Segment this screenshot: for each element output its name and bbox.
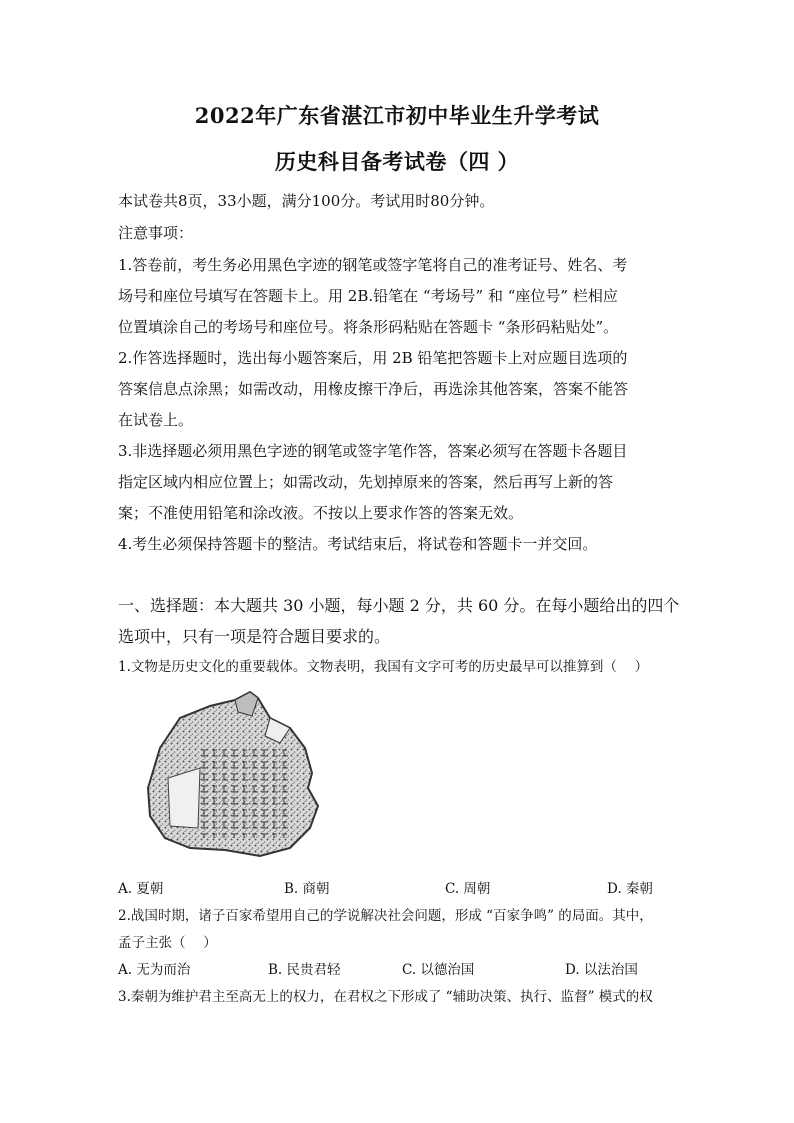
question-1-stem: 1.文物是历史文化的重要载体。文物表明，我国有文字可考的历史最早可以推算到（ ） [118,659,649,675]
exam-title: 2022年广东省湛江市初中毕业生升学考试 [194,103,600,128]
notice-line: 场号和座位号填写在答题卡上。用 2B.铅笔在 “考场号” 和 “座位号” 栏相应 [118,287,618,305]
notice-line: 2.作答选择题时，选出每小题答案后，用 2B 铅笔把答题卡上对应题目选项的 [118,349,628,367]
notice-line: 答案信息点涂黑；如需改动，用橡皮擦干净后，再选涂其他答案，答案不能答 [118,380,629,398]
notice-line: 案；不准使用铅笔和涂改液。不按以上要求作答的答案无效。 [118,504,524,522]
q1-option-d[interactable]: D. 秦朝 [607,881,653,897]
q1-option-b[interactable]: B. 商朝 [284,881,330,897]
question-2-stem: 孟子主张（ ） [118,935,217,951]
notice-heading: 注意事项： [118,224,194,242]
exam-summary: 本试卷共8页，33小题，满分100分。考试用时80分钟。 [118,192,495,210]
q2-option-d[interactable]: D. 以法治国 [565,962,638,978]
section-heading: 一、选择题：本大题共 30 小题，每小题 2 分，共 60 分。在每小题给出的四个 [118,596,680,615]
exam-subtitle: 历史科目备考试卷（四 ） [274,149,520,174]
question-2-stem: 2.战国时期，诸子百家希望用自己的学说解决社会问题，形成 “百家争鸣” 的局面。其中， [118,908,653,924]
q1-option-a[interactable]: A. 夏朝 [118,881,164,897]
notice-line: 位置填涂自己的考场号和座位号。将条形码粘贴在答题卡 “条形码粘贴处”。 [118,318,619,336]
q2-option-a[interactable]: A. 无为而治 [118,962,191,978]
notice-line: 1.答卷前，考生务必用黑色字迹的钢笔或签字笔将自己的准考证号、姓名、考 [118,256,628,274]
q1-option-c[interactable]: C. 周朝 [445,881,491,897]
section-heading: 选项中，只有一项是符合题目要求的。 [118,627,391,646]
q2-option-b[interactable]: B. 民贵君轻 [268,962,341,978]
notice-line: 在试卷上。 [118,411,194,429]
oracle-bone-artifact-icon [140,688,330,858]
notice-line: 指定区域内相应位置上；如需改动，先划掉原来的答案，然后再写上新的答 [118,473,614,491]
question-3-stem: 3.秦朝为维护君主至高无上的权力，在君权之下形成了 “辅助决策、执行、监督” 模式的权 [118,989,653,1005]
q2-option-c[interactable]: C. 以德治国 [402,962,475,978]
notice-line: 3.非选择题必须用黑色字迹的钢笔或签字笔作答，答案必须写在答题卡各题目 [118,442,628,460]
notice-line: 4.考生必须保持答题卡的整洁。考试结束后，将试卷和答题卡一并交回。 [118,535,598,553]
